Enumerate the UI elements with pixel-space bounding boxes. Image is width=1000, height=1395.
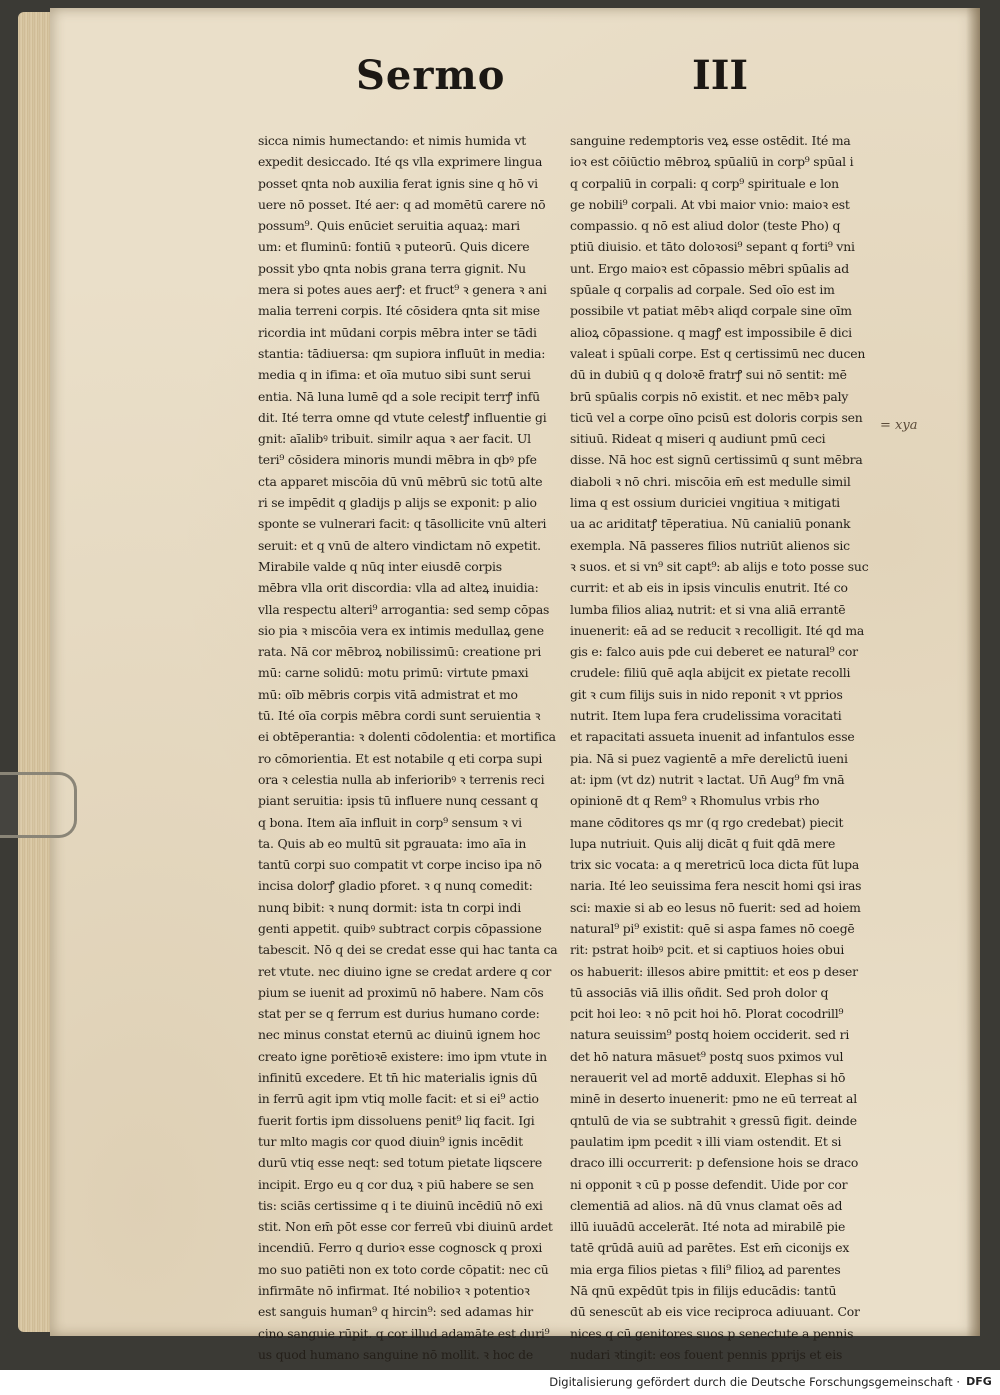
text-line: pia. Nā si puez vagientē a mr̄e derelictū iueni — [570, 750, 848, 766]
text-line: sci: maxie si ab eo lesus nō fuerit: sed ad hoiem — [570, 899, 861, 915]
text-line: ni opponit ꝛ cū p posse defendit. Uide por cor — [570, 1176, 848, 1192]
text-line: et rapacitati assueta inuenit ad infantulos esse — [570, 729, 855, 745]
text-line: det hō natura māsuet⁹ postq suos pximos vul — [570, 1048, 844, 1064]
text-line: gis e: falco auis pde cui deberet ee natural⁹ cor — [570, 644, 858, 660]
text-line: naria. Ité leo seuissima fera nescit homi qsi iras — [570, 878, 862, 894]
text-line: expedit desiccado. Ité qs vlla exprimere lingua — [258, 154, 543, 170]
text-line: infinitū excedere. Et tn̄ hic materialis ignis dū — [258, 1070, 538, 1086]
footer-credit: Digitalisierung gefördert durch die Deutsche Forschungsgemeinschaft · — [549, 1375, 960, 1389]
text-line: stantia: tādiuersa: qm supiora influūt in media: — [258, 345, 546, 361]
text-line: tantū corpi suo compatit vt corpe inciso ipa nō — [258, 857, 542, 873]
text-line: tabescit. Nō q dei se credat esse qui hac tanta ca — [258, 942, 558, 958]
text-line: stit. Non em̄ pōt esse cor ferreū vbi diuinū ardet — [258, 1219, 553, 1235]
text-line: alioꝝ cōpassione. q magꝭ est impossibile ē dici — [570, 324, 852, 340]
text-line: natural⁹ pi⁹ existit: quē si aspa fames nō coegē — [570, 920, 855, 936]
text-line: sio pia ꝛ miscōia vera ex intimis medullaꝝ gene — [258, 622, 544, 638]
text-line: media q in ifima: et oīa mutuo sibi sunt serui — [258, 367, 531, 383]
text-line: illū iuuādū accelerāt. Ité nota ad mirabilē pie — [570, 1219, 846, 1235]
text-line: piant seruitia: ipsis tū influere nunq cessant q — [258, 793, 539, 809]
running-header-number: III — [692, 52, 749, 99]
text-line: trix sic vocata: a q meretricū loca dicta fūt lupa — [570, 857, 860, 873]
text-line: exempla. Nā passeres filios nutriūt alienos sic — [570, 537, 850, 553]
text-line: q bona. Item aīa influit in corp⁹ sensum ꝛ vi — [258, 814, 522, 830]
text-line: genti appetit. quibꝰ subtract corpis cōpassione — [258, 920, 542, 936]
text-line: ei obtēperantia: ꝛ dolenti cōdolentia: et mortifica — [258, 729, 556, 745]
text-line: entia. Nā luna lumē qd a sole recipit terrꝭ infū — [258, 388, 540, 404]
text-line: ret vtute. nec diuino igne se credat ardere q cor — [258, 963, 552, 979]
text-line: sicca nimis humectando: et nimis humida vt — [258, 133, 527, 148]
page-gutter-shadow — [966, 8, 980, 1336]
text-line: seruit: et q vnū de altero vindictam nō expetit. — [258, 537, 541, 553]
text-line: minē in deserto inuenerit: pmo ne eū terreat al — [570, 1091, 857, 1107]
text-column-right — [570, 130, 870, 1365]
text-line: cta apparet miscōia dū vnū mēbrū sic totū alte — [258, 473, 543, 489]
text-line: uere nō posset. Ité aer: q ad momētū carere nō — [258, 196, 546, 212]
text-line: currit: et ab eis in ipsis vinculis enutrit. Ité co — [570, 580, 848, 596]
text-line: sponte se vulnerari facit: q tāsollicite vnū alteri — [258, 516, 547, 532]
text-line: possibile vt patiat mēbꝛ aliqd corpale sine oīm — [570, 303, 852, 319]
dfg-logo: DFG — [966, 1375, 992, 1388]
text-line: posset qnta nob auxilia ferat ignis sine q hō vi — [258, 175, 538, 191]
text-line: brū spūalis corpis nō existit. et nec mēbꝛ paly — [570, 388, 849, 404]
text-line: Nā qnū expēdūt tpis in filijs educādis: tantū — [570, 1283, 837, 1299]
text-line: malia terreni corpis. Ité cōsidera qnta sit mise — [258, 303, 540, 319]
text-line: Mirabile valde q nūq inter eiusdē corpis — [258, 558, 502, 574]
text-line: mera si potes aues aerꝭ: et fruct⁹ ꝛ genera ꝛ ani — [258, 282, 547, 298]
text-line: gnit: aīalibꝰ tribuit. similr aqua ꝛ aer facit. Ul — [258, 431, 531, 447]
text-line: unt. Ergo maioꝛ est cōpassio mēbri spūalis ad — [570, 260, 849, 276]
text-line: dit. Ité terra omne qd vtute celestꝭ influentie gi — [258, 409, 547, 425]
text-column-left — [258, 130, 558, 1365]
text-line: crudele: filiū quē aqla abijcit ex pietate recolli — [570, 665, 851, 681]
text-line: mū: carne solidū: motu primū: virtute pmaxi — [258, 665, 529, 681]
text-line: tū. Ité oīa corpis mēbra cordi sunt seruientia ꝛ — [258, 708, 541, 724]
text-line: cino sanguie rūpit. q cor illud adamāte est duri⁹ — [258, 1325, 550, 1341]
text-line: tis: sciās certissime q i te diuinū incēdiū nō exi — [258, 1197, 543, 1213]
text-line: in ferrū agit ipm vtiq molle facit: et si ei⁹ actio — [258, 1091, 539, 1107]
text-line: sitiuū. Rideat q miseri q audiunt pmū ceci — [570, 431, 826, 447]
text-line: clementiā ad alios. nā dū vnus clamat oēs ad — [570, 1197, 843, 1213]
text-line: pium se iuenit ad proximū nō habere. Nam cōs — [258, 984, 544, 1000]
text-line: disse. Nā hoc est signū certissimū q sunt mēbra — [570, 452, 863, 468]
text-line: pcit hoi leo: ꝛ nō pcit hoi hō. Plorat cocodrill⁹ — [570, 1006, 844, 1022]
text-line: possit ybo qnta nobis grana terra gignit. Nu — [258, 260, 526, 276]
text-line: ua ac ariditatꝭ tēperatiua. Nū canialiū ponank — [570, 516, 851, 532]
text-line: draco illi occurrerit: p defensione hois se draco — [570, 1155, 859, 1171]
text-line: possum⁹. Quis enūciet seruitia aquaꝝ: mari — [258, 218, 520, 234]
margin-annotation: = xya — [880, 418, 918, 433]
text-line: creato igne porētioꝛē existere: imo ipm vtute in — [258, 1048, 547, 1064]
text-line: mēbra vlla orit discordia: vlla ad alteꝝ inuidia: — [258, 580, 539, 596]
text-line: tū associās viā illis oñdit. Sed proh dolor q — [570, 984, 829, 1000]
text-line: nunq bibit: ꝛ nunq dormit: ista tn corpi indi — [258, 899, 521, 915]
text-line: spūale q corpalis ad corpale. Sed oīo est im — [570, 282, 835, 298]
text-line: mane cōditores qs mr (q rgo credebat) piecit — [570, 814, 844, 830]
text-line: tatē qrūdā auiū ad parētes. Est em̄ ciconijs ex — [570, 1240, 850, 1256]
text-line: rit: pstrat hoibꝰ pcit. et si captiuos hoies obui — [570, 942, 845, 958]
text-line: diaboli ꝛ nō chri. miscōia em̄ est medulle simil — [570, 473, 851, 489]
text-line: dū senescūt ab eis vice reciproca adiuuant. Cor — [570, 1304, 860, 1320]
page-clip — [0, 772, 77, 838]
footer-bar — [0, 1370, 1000, 1395]
text-line: lima q est ossium duriciei vngitiua ꝛ mitigati — [570, 495, 840, 511]
text-line: compassio. q nō est aliud dolor (teste Pho) q — [570, 218, 841, 234]
text-line: nec minus constat eternū ac diuinū ignem hoc — [258, 1027, 541, 1043]
text-line: ge nobili⁹ corpali. At vbi maior vnio: maioꝛ est — [570, 196, 850, 212]
text-line: inuenerit: eā ad se reducit ꝛ recolligit. Ité qd ma — [570, 622, 865, 638]
text-line: durū vtiq esse neqt: sed totum pietate liqscere — [258, 1155, 543, 1171]
text-line: mo suo patiēti non ex toto corde cōpatit: nec cū — [258, 1261, 549, 1277]
text-line: nutrit. Item lupa fera crudelissima voracitati — [570, 708, 842, 724]
text-line: qntulū de via se subtrahit ꝛ gressū figit. deinde — [570, 1112, 857, 1128]
text-line: nices q cū genitores suos p senectute a pennis — [570, 1325, 854, 1341]
running-header-word: Sermo — [356, 52, 506, 99]
text-line: incipit. Ergo eu q cor duꝝ ꝛ piū habere se sen — [258, 1176, 534, 1192]
text-line: teri⁹ cōsidera minoris mundi mēbra in qbꝰ pfe — [258, 452, 537, 468]
text-line: vlla respectu alteri⁹ arrogantia: sed semp cōpas — [258, 601, 550, 617]
text-line: at: ipm (vt dz) nutrit ꝛ lactat. Un̄ Aug⁹ fm vnā — [570, 771, 845, 787]
text-line: ꝛ suos. et si vn⁹ sit capt⁹: ab alijs e toto posse suc — [570, 558, 869, 574]
text-line: lupa nutriuit. Quis alij dicāt q fuit qdā mere — [570, 835, 836, 851]
text-line: est sanguis human⁹ q hircin⁹: sed adamas hir — [258, 1304, 533, 1320]
text-line: ptiū diuisio. et tāto doloꝛosi⁹ sepant q forti⁹ vni — [570, 239, 855, 255]
text-line: natura seuissim⁹ postq hoiem occiderit. sed ri — [570, 1027, 850, 1043]
text-line: ticū vel a corpe oīno pcisū est doloris corpis sen — [570, 409, 863, 425]
text-line: os habuerit: illesos abire pmittit: et eos p deser — [570, 963, 858, 979]
text-line: mū: oīb mēbris corpis vitā admistrat et mo — [258, 686, 518, 702]
text-line: ricordia int mūdani corpis mēbra inter se tādi — [258, 324, 537, 340]
text-line: rata. Nā cor mēbroꝝ nobilissimū: creatione pri — [258, 644, 542, 660]
text-line: us quod humano sanguine nō mollit. ꝛ hoc de — [258, 1346, 533, 1362]
text-line: nerauerit vel ad mortē adduxit. Elephas si hō — [570, 1070, 846, 1086]
text-line: incisa dolorꝭ gladio pforet. ꝛ q nunq comedit: — [258, 878, 533, 894]
text-line: lumba filios aliaꝝ nutrit: et si vna aliā errantē — [570, 601, 846, 617]
text-line: tur mlto magis cor quod diuin⁹ ignis incēdit — [258, 1133, 523, 1149]
text-line: stat per se q ferrum est durius humano corde: — [258, 1006, 540, 1022]
text-line: ta. Quis ab eo multū sit pgrauata: imo aīa in — [258, 835, 527, 851]
text-line: ioꝛ est cōiūctio mēbroꝝ spūaliū in corp⁹ spūal i — [570, 154, 854, 170]
text-line: incendiū. Ferro q durioꝛ esse cognosck q proxi — [258, 1240, 543, 1256]
text-line: opinionē dt q Rem⁹ ꝛ Rhomulus vrbis rho — [570, 793, 820, 809]
text-line: paulatim ipm pcedit ꝛ illi viam ostendit. Et si — [570, 1133, 842, 1149]
text-line: dū in dubiū q q doloꝛē fratrꝭ sui nō sentit: mē — [570, 367, 847, 383]
text-line: ri se impēdit q gladijs p alijs se exponit: p alio — [258, 495, 537, 511]
text-line: sanguine redemptoris veꝝ esse ostēdit. Ité ma — [570, 133, 851, 148]
text-line: infirmāte nō infirmat. Ité nobilioꝛ ꝛ potentioꝛ — [258, 1283, 530, 1299]
text-line: ora ꝛ celestia nulla ab inferioribꝰ ꝛ terrenis reci — [258, 771, 545, 787]
text-line: fuerit fortis ipm dissoluens penit⁹ liq facit. Igi — [258, 1112, 535, 1128]
text-line: um: et fluminū: fontiū ꝛ puteorū. Quis dicere — [258, 239, 530, 255]
text-line: valeat i spūali corpe. Est q certissimū nec ducen — [570, 345, 866, 361]
text-line: nudari ꝛtingit: eos fouent pennis pprijs et eis — [570, 1346, 843, 1362]
text-line: ro cōmorientia. Et est notabile q eti corpa supi — [258, 750, 543, 766]
text-line: q corpaliū in corpali: q corp⁹ spirituale e lon — [570, 175, 839, 191]
text-line: git ꝛ cum filijs suis in nido reponit ꝛ vt pprios — [570, 686, 843, 702]
text-line: mia erga filios pietas ꝛ fili⁹ filioꝝ ad parentes — [570, 1261, 841, 1277]
